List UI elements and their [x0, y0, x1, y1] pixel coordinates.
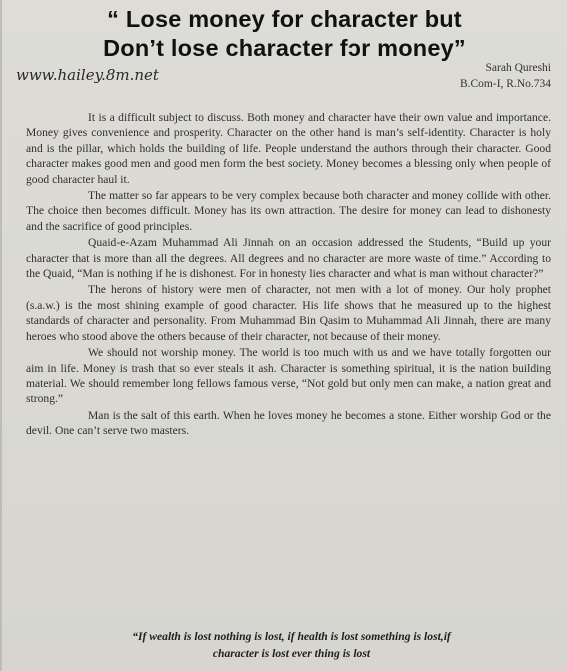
website-watermark: www.hailey.8m.net	[16, 66, 159, 84]
author-byline	[460, 60, 551, 92]
title-line-1: “ Lose money for character but	[107, 6, 462, 32]
paragraph-6: Man is the salt of this earth. When he loves money he becomes a stone. Either worship God or the devil. One can’t serve two masters.	[26, 408, 551, 438]
paragraph-1: It is a difficult subject to discuss. Both money and character have their own value and importance. Money gives convenience and prosperity. Character on the other hand is man’s self-identity. Character is holy and is the pillar, which holds the building of life. People understand the authors through their character. Good character makes good men and good men form the best society. Money becomes a blessing only when people of good character haul it.	[26, 111, 551, 186]
quote-line-1: “If wealth is lost nothing is lost, if health is lost something is lost,if	[132, 630, 451, 643]
article-title	[2, 5, 567, 63]
author-name: Sarah Qureshi	[485, 62, 551, 74]
paragraph-3: Quaid-e-Azam Muhammad Ali Jinnah on an occasion addressed the Students, “Build up your character that is more than all the degrees. All degrees and no character are more waste of time.” According to the Quaid, “Man is nothing if he is dishonest. For in honesty lies character and what is man without character?”	[26, 236, 551, 281]
paragraph-2: The matter so far appears to be very complex because both character and money collide with other. The choice then becomes difficult. Money has its own attraction. The desire for money can lead to dishonesty and the sacrifice of good principles.	[26, 189, 551, 233]
article-body	[26, 110, 551, 440]
title-line-2: Don’t lose character fɔr money”	[103, 35, 466, 61]
closing-quote	[32, 628, 551, 662]
paragraph-5: We should not worship money. The world is too much with us and we have totally forgotten our aim in life. Money is trash that so ever steals it ash. Character is something spiritual, it is the nation building material. We should remember long fellows famous verse, “Not gold but only men can make, a nation great and strong.”	[26, 346, 551, 406]
paragraph-4: The herons of history were men of character, not men with a lot of money. Our holy prophet (s.a.w.) is the most shining example of good character. His life shows that he measured up to the highest standards of character and personality. From Muhammad Bin Qasim to Muhammad Ali Jinnah, there are many heroes who stood above the others because of their character, not because of their money.	[26, 283, 551, 343]
quote-line-2: character is lost ever thing is lost	[212, 647, 371, 660]
author-class: B.Com-I, R.No.734	[459, 78, 551, 90]
